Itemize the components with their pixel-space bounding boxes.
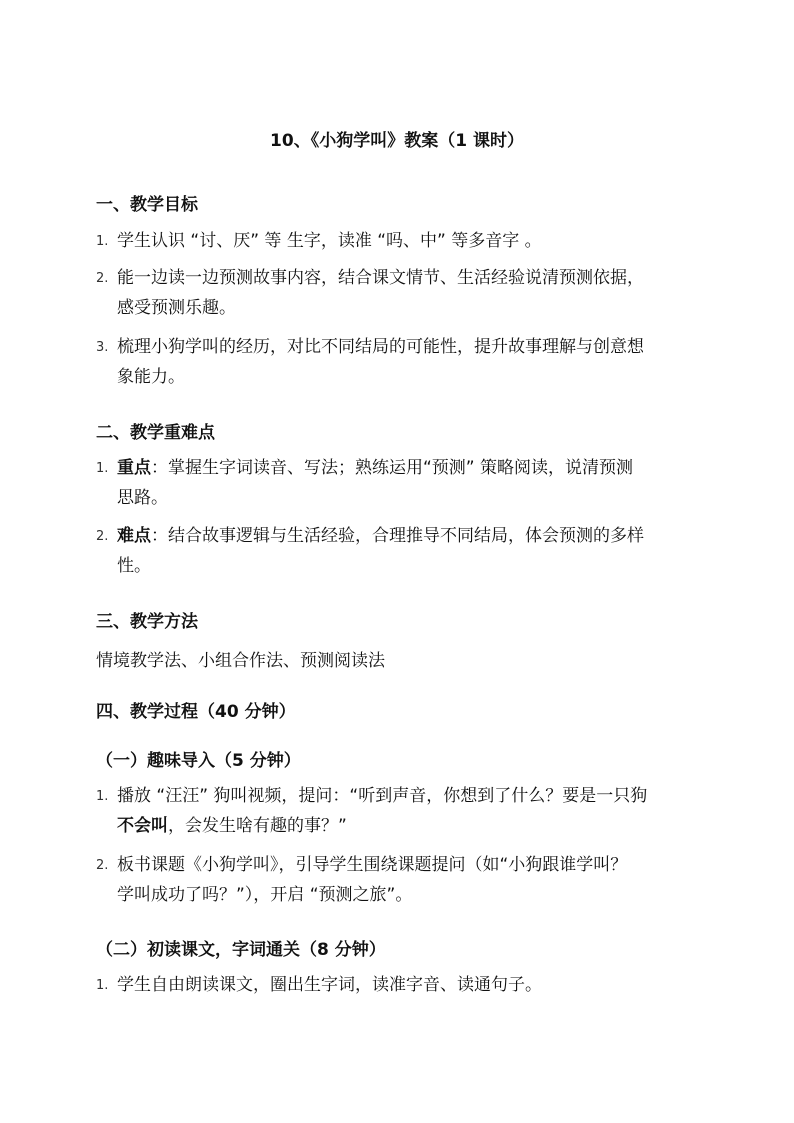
list-text-continued: 思路。 — [117, 488, 168, 508]
list-number: 1. — [96, 234, 109, 249]
list-text: 学生认识 “讨、厌” 等 生字，读准 “吗、中” 等多音字 。 — [117, 231, 542, 251]
list-text-continued: 性。 — [117, 556, 151, 576]
list-number: 2. — [96, 271, 109, 286]
list-text: 学生自由朗读课文，圈出生字词，读准字音、读通句子。 — [117, 975, 542, 995]
list-item — [96, 453, 706, 513]
document-title: 10、《小狗学叫》教案（1 课时） — [270, 131, 524, 151]
list-item — [96, 970, 706, 1000]
section-heading-process: 四、教学过程（40 分钟） — [96, 702, 296, 722]
list-text-rest: ：掌握生字词读音、写法；熟练运用“预测” 策略阅读，说清预测 — [151, 458, 634, 478]
list-label: 难点 — [117, 526, 151, 546]
list-text-continued — [96, 811, 706, 841]
section-heading-key-points: 二、教学重难点 — [96, 423, 215, 443]
list-text-rest: ：结合故事逻辑与生活经验，合理推导不同结局，体会预测的多样 — [151, 526, 644, 546]
list-text-continued: 感受预测乐趣。 — [117, 298, 236, 318]
list-item — [96, 263, 706, 323]
list-item — [96, 332, 706, 392]
list-number: 1. — [96, 978, 109, 993]
list-item — [96, 521, 706, 581]
list-label: 重点 — [117, 458, 151, 478]
list-text-continued: 象能力。 — [117, 367, 185, 387]
list-text: 播放 “汪汪” 狗叫视频，提问：“听到声音，你想到了什么？要是一只狗 — [117, 786, 648, 806]
section-heading-methods: 三、教学方法 — [96, 612, 198, 632]
list-text-continued: 学叫成功了吗？”），开启 “预测之旅”。 — [117, 885, 413, 905]
list-emphasis: 不会叫 — [117, 816, 168, 836]
list-number: 3. — [96, 340, 109, 355]
list-number: 2. — [96, 529, 109, 544]
list-number: 1. — [96, 789, 109, 804]
list-text — [96, 521, 706, 551]
section-heading-objectives: 一、教学目标 — [96, 195, 198, 215]
subsection-heading-first-reading: （二）初读课文，字词通关（8 分钟） — [96, 940, 386, 960]
list-item — [96, 781, 706, 841]
list-number: 1. — [96, 461, 109, 476]
list-item — [96, 226, 706, 256]
list-text-rest: ，会发生啥有趣的事？” — [168, 816, 347, 836]
list-text: 梳理小狗学叫的经历，对比不同结局的可能性，提升故事理解与创意想 — [117, 337, 644, 357]
list-text: 能一边读一边预测故事内容，结合课文情节、生活经验说清预测依据， — [117, 268, 644, 288]
list-text: 板书课题《小狗学叫》，引导学生围绕课题提问（如“小狗跟谁学叫？ — [117, 855, 628, 875]
subsection-heading-intro: （一）趣味导入（5 分钟） — [96, 751, 301, 771]
methods-text: 情境教学法、小组合作法、预测阅读法 — [96, 651, 385, 671]
list-item — [96, 850, 706, 910]
list-text — [96, 453, 706, 483]
list-number: 2. — [96, 858, 109, 873]
